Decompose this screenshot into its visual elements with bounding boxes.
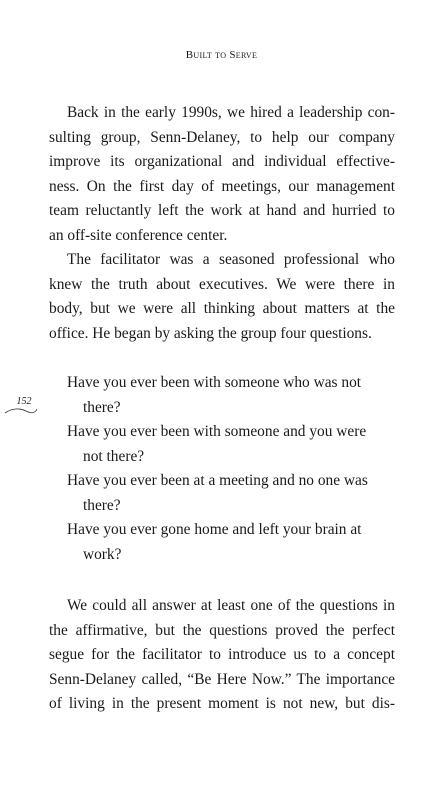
text-line: Senn-Delaney called, “Be Here Now.” The importance [49, 670, 395, 688]
question-line: Have you ever gone home and left your brain at [67, 521, 362, 538]
question-line: there? [83, 398, 121, 416]
paragraph-2 [49, 248, 395, 346]
text-line: the affirmative, but the questions proved the perfect [49, 621, 395, 639]
text-line: We could all answer at least one of the questions in [67, 597, 395, 614]
question-line: not there? [83, 447, 145, 465]
text-line: The facilitator was a seasoned professional who [67, 251, 395, 268]
text-line: an off-site conference center. [49, 226, 228, 244]
text-line: ness. On the first day of meetings, our management [49, 177, 395, 195]
text-line: improve its organizational and individual effective- [49, 153, 395, 170]
question-list [49, 371, 395, 567]
text-line: knew the truth about executives. We were there in [49, 275, 395, 293]
flourish-icon [4, 407, 38, 415]
page-number-text: 152 [16, 396, 32, 407]
question-line: Have you ever been at a meeting and no one was [67, 472, 368, 489]
running-head: Built to Serve [185, 49, 258, 61]
paragraph-3 [49, 594, 395, 717]
page-number [4, 396, 38, 415]
text-line: team reluctantly left the work at hand and hurried to [49, 202, 395, 219]
text-line: of living in the present moment is not new, but dis- [49, 695, 395, 712]
text-line: office. He began by asking the group four questions. [49, 324, 372, 342]
question-line: there? [83, 496, 121, 514]
question-line: Have you ever been with someone and you were [67, 423, 367, 440]
text-line: sulting group, Senn-Delaney, to help our company [49, 128, 395, 146]
question-line: Have you ever been with someone who was not [67, 374, 362, 391]
text-line: body, but we were all thinking about matters at the [49, 300, 395, 317]
text-line: Back in the early 1990s, we hired a leadership con- [67, 104, 395, 121]
paragraph-1 [49, 101, 395, 248]
question-line: work? [83, 545, 122, 563]
text-line: segue for the facilitator to introduce us to a concept [49, 646, 395, 663]
